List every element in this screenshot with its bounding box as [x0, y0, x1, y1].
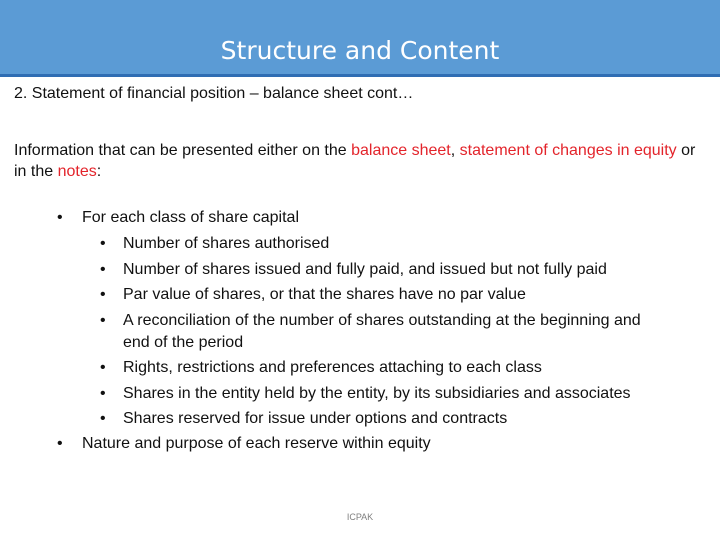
bullet-icon: •: [100, 359, 106, 376]
bullet-icon: •: [100, 385, 106, 402]
list-item: Rights, restrictions and preferences attaching to each class: [123, 359, 542, 376]
slide-title: Structure and Content: [220, 36, 500, 65]
list-item: For each class of share capital: [82, 209, 299, 226]
list-item: Shares reserved for issue under options and contracts: [123, 410, 508, 427]
footer-label: ICPAK: [346, 512, 374, 522]
list-item: Number of shares issued and fully paid, and issued but not fully paid: [123, 261, 607, 278]
title-divider: [0, 74, 720, 77]
bullet-icon: •: [100, 235, 106, 252]
list-item: Par value of shares, or that the shares have no par value: [123, 286, 526, 303]
bullet-icon: •: [57, 209, 63, 226]
highlight-balance-sheet: balance sheet: [351, 142, 451, 159]
title-bar: [0, 0, 720, 74]
list-item: A reconciliation of the number of shares outstanding at the beginning and: [123, 312, 641, 329]
intro-text: :: [96, 163, 102, 180]
bullet-icon: •: [100, 312, 106, 329]
list-item-continuation: end of the period: [123, 334, 244, 351]
intro-paragraph: [14, 140, 704, 182]
bullet-icon: •: [57, 435, 63, 452]
intro-text: or in the: [14, 142, 696, 180]
bullet-icon: •: [100, 286, 106, 303]
bullet-icon: •: [100, 261, 106, 278]
intro-text: Information that can be presented either on the: [14, 142, 352, 159]
list-item: Shares in the entity held by the entity, by its subsidiaries and associates: [123, 385, 631, 402]
bullet-icon: •: [100, 410, 106, 427]
intro-text: ,: [450, 142, 460, 159]
highlight-statement-of-changes-in-equity: statement of changes in equity: [459, 142, 677, 159]
highlight-notes: notes: [57, 163, 97, 180]
slide-subtitle: 2. Statement of financial position – balance sheet cont…: [14, 85, 414, 102]
list-item: Nature and purpose of each reserve within equity: [82, 435, 431, 452]
list-item: Number of shares authorised: [123, 235, 330, 252]
